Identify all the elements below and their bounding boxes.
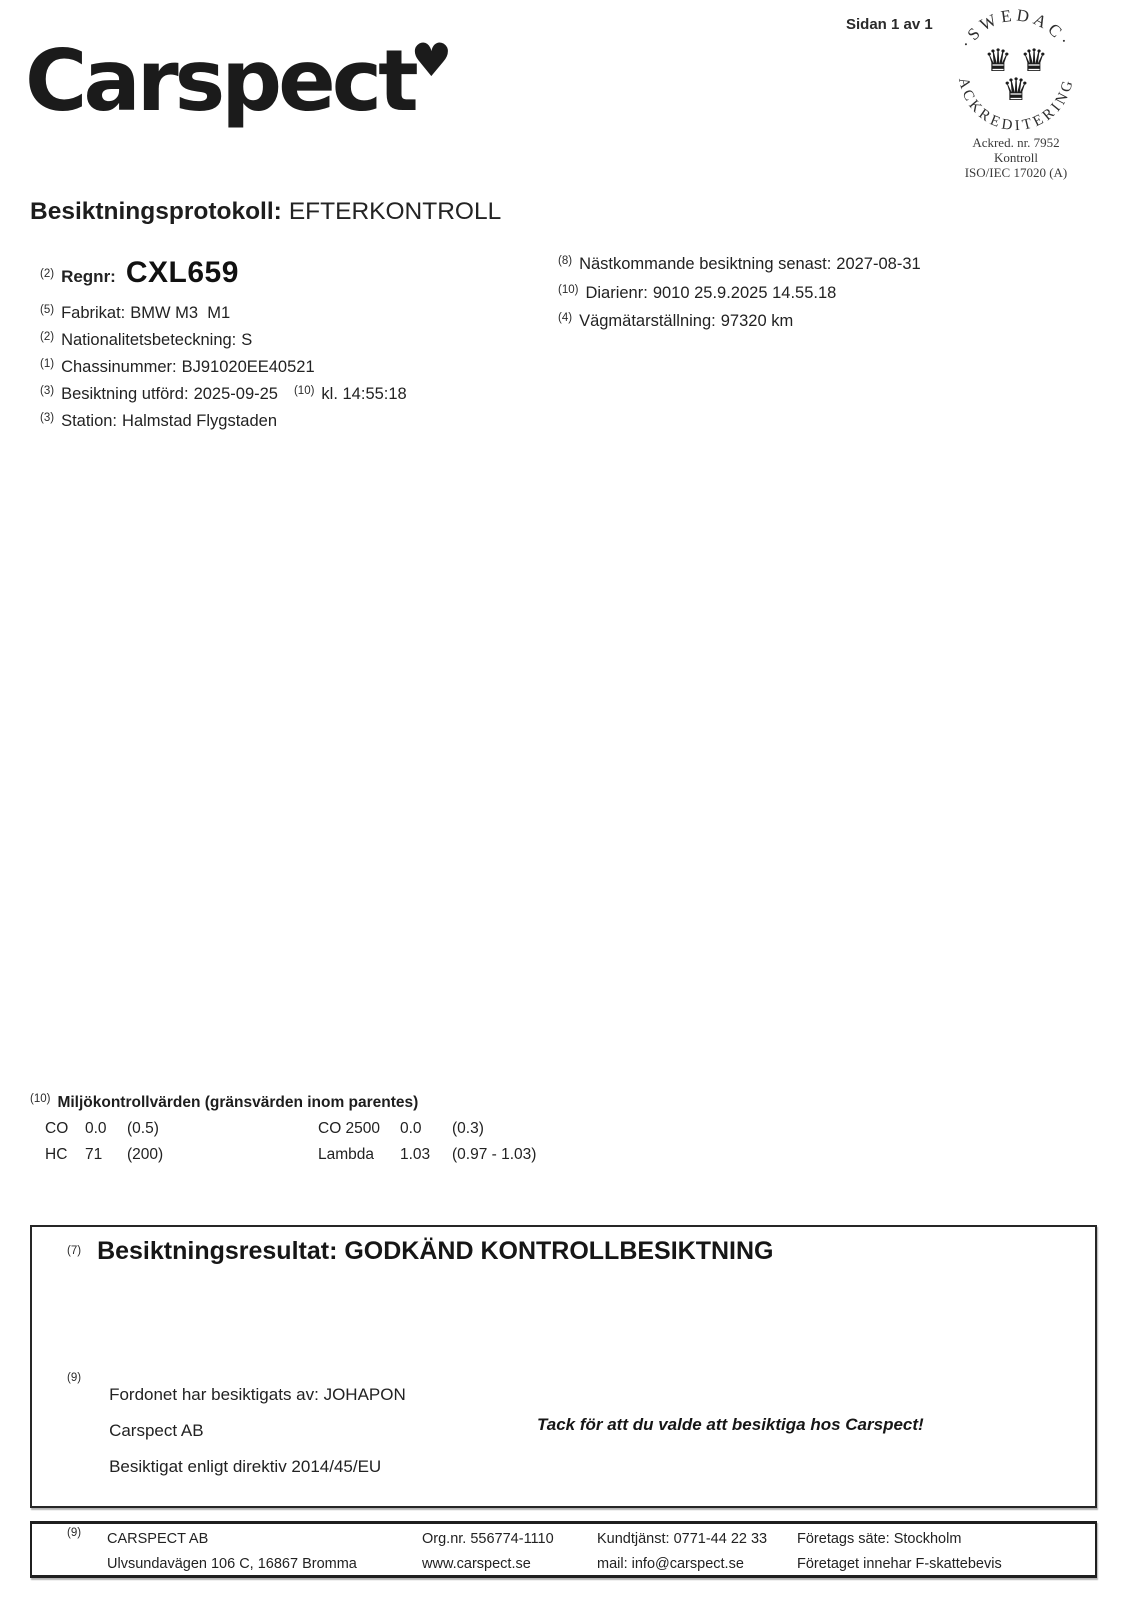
field-besiktning-utford — [40, 381, 407, 408]
footer-phone: Kundtjänst: 0771-44 22 33 — [597, 1531, 768, 1547]
field-chassinummer — [40, 354, 407, 381]
env-param-name: Lambda — [318, 1145, 375, 1163]
footnote-ref: (2) — [40, 331, 55, 343]
field-label: Nationalitetsbeteckning: — [61, 331, 237, 349]
env-param-limit: (0.97 - 1.03) — [452, 1145, 537, 1163]
field-diarienr — [558, 279, 921, 308]
env-param-value: 71 — [85, 1145, 103, 1163]
field-label: Vägmätarställning: — [579, 312, 716, 330]
field-label: Diarienr: — [585, 283, 648, 302]
footnote-ref: (1) — [40, 358, 55, 370]
footnote-ref: (8) — [558, 255, 573, 267]
footer-company-seat: Företags säte: Stockholm — [797, 1531, 962, 1547]
env-cell-co2500 — [318, 1116, 484, 1142]
inspector-company-line: Carspect AB — [109, 1421, 204, 1440]
env-param-name: CO — [45, 1120, 69, 1137]
field-fabrikat — [40, 300, 407, 327]
field-station — [40, 408, 407, 435]
regnr-label: Regnr: — [61, 267, 116, 286]
regnr-value: CXL659 — [125, 256, 239, 289]
result-heading-text: Besiktningsresultat: GODKÄND KONTROLLBESIKTNING — [97, 1237, 774, 1265]
env-param-value: 0.0 — [400, 1120, 422, 1137]
field-value: S — [241, 331, 253, 349]
footnote-ref: (9) — [67, 1527, 82, 1539]
footer-email: mail: info@carspect.se — [597, 1556, 744, 1572]
regnr-row — [40, 256, 239, 290]
footer-org-column — [422, 1527, 554, 1577]
field-time-value: kl. 14:55:18 — [321, 385, 407, 403]
field-nastkommande-besiktning — [558, 250, 921, 279]
document-title-value: EFTERKONTROLL — [288, 198, 502, 225]
heart-icon: ♥ — [410, 33, 453, 87]
field-label: Nästkommande besiktning senast: — [579, 255, 832, 273]
result-heading — [67, 1237, 774, 1266]
env-param-value: 1.03 — [400, 1145, 431, 1163]
footnote-ref: (10) — [30, 1093, 51, 1105]
page-indicator: Sidan 1 av 1 — [846, 16, 933, 33]
crown-icon: ♛ — [984, 43, 1012, 78]
seal-arc-bottom-text: ACKREDITERING — [954, 76, 1078, 135]
field-value: 2025-09-25 — [193, 385, 278, 403]
footer-org-number: Org.nr. 556774-1110 — [422, 1531, 554, 1547]
footnote-ref: (10) — [293, 385, 315, 397]
logo-text: Carspect — [25, 32, 415, 131]
inspector-block — [67, 1372, 406, 1485]
environment-values-section — [30, 1094, 536, 1167]
field-label: Fabrikat: — [61, 304, 126, 322]
environment-heading-text: Miljökontrollvärden (gränsvärden inom parentes) — [57, 1094, 419, 1111]
field-nationalitetsbeteckning — [40, 327, 407, 354]
footnote-ref: (9) — [67, 1372, 82, 1384]
env-param-name: CO 2500 — [318, 1120, 381, 1137]
inspection-result-box — [30, 1225, 1097, 1508]
env-cell-co — [45, 1116, 318, 1142]
env-param-name: HC — [45, 1145, 68, 1163]
field-value: BJ91020EE40521 — [181, 358, 315, 376]
footnote-ref: (5) — [40, 304, 55, 316]
inspector-name-line: Fordonet har besiktigats av: JOHAPON — [109, 1385, 406, 1404]
crown-icon: ♛ — [1002, 72, 1030, 107]
footnote-ref: (4) — [558, 312, 573, 324]
env-cell-hc — [45, 1142, 318, 1168]
crown-icon: ♛ — [1020, 43, 1048, 78]
environment-row-co — [45, 1116, 536, 1142]
environment-row-hc — [45, 1142, 536, 1168]
field-value: BMW M3 M1 — [130, 304, 231, 322]
footnote-ref: (3) — [40, 412, 55, 424]
seal-kontroll-label: Kontroll — [993, 150, 1039, 165]
thank-you-message: Tack för att du valde att besiktiga hos Carspect! — [537, 1415, 924, 1434]
field-label: Station: — [61, 412, 118, 430]
footnote-ref: (10) — [558, 283, 579, 296]
seal-caption — [941, 135, 1091, 180]
env-param-limit: (0.3) — [452, 1120, 484, 1137]
footer-registry-column — [797, 1527, 1002, 1577]
swedac-seal-graphic — [941, 5, 1091, 145]
document-title-label: Besiktningsprotokoll: — [30, 198, 282, 225]
swedac-accreditation-seal — [941, 5, 1091, 180]
field-vagmatarstallning — [558, 307, 921, 336]
document-title — [30, 198, 501, 226]
footer-company-column — [107, 1527, 357, 1577]
field-label: Besiktning utförd: — [61, 385, 189, 403]
inspector-lines — [109, 1377, 406, 1485]
field-value: 2027-08-31 — [836, 255, 921, 273]
inspection-directive-line: Besiktigat enligt direktiv 2014/45/EU — [109, 1457, 382, 1476]
footnote-ref: (2) — [40, 268, 55, 280]
vehicle-fields-right — [558, 250, 921, 336]
field-value: Halmstad Flygstaden — [122, 412, 278, 430]
environment-rows — [45, 1116, 536, 1167]
footer-company-address: Ulvsundavägen 106 C, 16867 Bromma — [107, 1556, 357, 1572]
seal-accreditation-number: Ackred. nr. 7952 — [972, 135, 1060, 150]
footnote-ref: (7) — [67, 1245, 82, 1257]
footer-company-name: CARSPECT AB — [107, 1531, 209, 1547]
env-cell-lambda — [318, 1142, 536, 1168]
footnote-ref: (3) — [40, 385, 55, 397]
svg-text:·SWEDAC· — [956, 5, 1075, 51]
seal-arc-top-text: ·SWEDAC· — [956, 5, 1076, 52]
footer-website: www.carspect.se — [422, 1556, 531, 1572]
footer-tax-certificate: Företaget innehar F-skattebevis — [797, 1556, 1002, 1572]
company-footer-box — [30, 1521, 1097, 1578]
env-param-limit: (0.5) — [127, 1120, 159, 1137]
field-value: 97320 km — [720, 312, 794, 330]
footer-contact-column — [597, 1527, 767, 1577]
carspect-logo — [25, 10, 452, 132]
vehicle-fields-left — [40, 300, 407, 435]
field-value: 9010 25.9.2025 14.55.18 — [652, 283, 837, 302]
env-param-limit: (200) — [127, 1145, 164, 1163]
seal-iso-standard: ISO/IEC 17020 (A) — [964, 165, 1068, 180]
field-label: Chassinummer: — [61, 358, 177, 376]
environment-heading — [30, 1094, 536, 1112]
env-param-value: 0.0 — [85, 1120, 107, 1137]
